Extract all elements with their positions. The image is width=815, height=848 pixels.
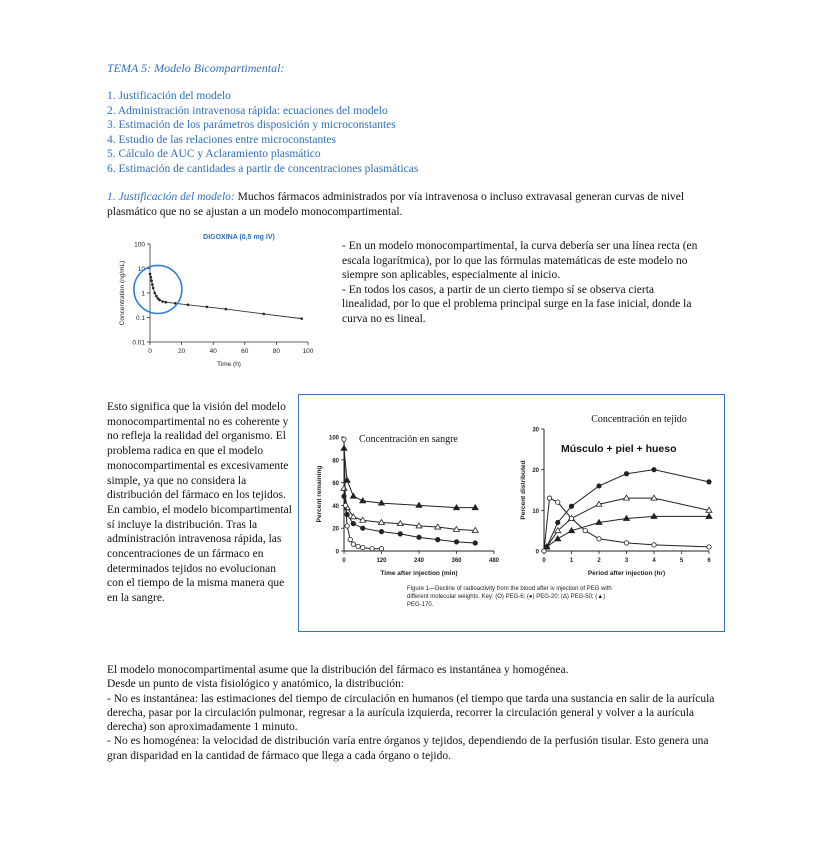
y-tick-label: 80 <box>332 458 339 465</box>
data-point <box>569 516 573 520</box>
data-point <box>348 537 352 541</box>
data-point <box>583 528 587 532</box>
text-line: Desde un punto de vista fisiológico y anatómico, la distribución: <box>107 678 405 691</box>
data-point <box>155 295 158 298</box>
intro-text: Muchos fármacos administrados por vía intravenosa o incluso extravasal generan curvas de nivel plasmático que no se ajustan a un modelo monocompartimental. <box>107 191 685 218</box>
data-point <box>350 493 356 498</box>
toc-item: 3. Estimación de los parámetros disposición y microconstantes <box>107 119 396 131</box>
data-point <box>151 283 154 286</box>
paragraph: - En un modelo monocompartimental, la curva debería ser una línea recta (en escala logarítmica), por lo que las fórmulas matemáticas de este modelo no siempre son aplicables, especialmente al inicio. <box>342 240 698 281</box>
data-point <box>206 306 209 309</box>
toc-item: 5. Cálculo de AUC y Aclaramiento plasmático <box>107 148 321 160</box>
data-point <box>370 547 374 551</box>
data-point <box>556 520 560 524</box>
data-point <box>624 541 628 545</box>
x-axis-label: Time after injection (min) <box>380 570 458 577</box>
x-tick-label: 80 <box>272 348 281 355</box>
data-point <box>379 547 383 551</box>
y-tick-label: 40 <box>332 503 339 510</box>
text-line: - No es instantánea: las estimaciones del tiempo de circulación en humanos (el tiempo que tarda una sustancia en salir de la aurícula derecha, pasar por la circulación pulmonar, regresar a la aurícula izquierda, recorrer la circulación general y volver a la aurícula derecha) son aproximadamente 1 minuto. <box>107 692 715 734</box>
data-point <box>225 308 228 311</box>
data-point <box>187 303 190 306</box>
x-tick-label: 100 <box>302 348 314 355</box>
data-point <box>351 521 355 525</box>
chart-title: Concentración en sangre <box>359 434 458 445</box>
y-tick-label: 10 <box>532 508 539 515</box>
data-point <box>472 505 478 510</box>
data-point <box>652 543 656 547</box>
intro-paragraph <box>107 190 707 219</box>
y-tick-label: 0.1 <box>135 315 145 322</box>
data-point <box>473 541 477 545</box>
x-tick-label: 480 <box>488 558 500 564</box>
x-tick-label: 0 <box>542 558 546 564</box>
section-heading: 1. Justificación del modelo: <box>107 191 235 203</box>
x-tick-label: 20 <box>177 348 186 355</box>
data-point <box>300 317 303 320</box>
data-point <box>398 532 402 536</box>
y-tick-label: 20 <box>532 468 539 475</box>
data-point <box>149 273 152 276</box>
y-tick-label: 60 <box>332 481 339 488</box>
x-axis-label: Time (h) <box>217 361 241 368</box>
data-point <box>555 536 561 541</box>
x-tick-label: 60 <box>241 348 249 355</box>
text-line: - No es homogénea: la velocidad de distribución varía entre órganos y tejidos, dependiendo de la perfusión tisular. Esto genera una gran disparidad en la cantidad de fármaco que llega a cada órgano o tejido. <box>107 735 709 762</box>
data-point <box>707 480 711 484</box>
data-point <box>341 485 347 490</box>
x-tick-label: 40 <box>209 348 217 355</box>
y-tick-label: 0 <box>535 549 539 556</box>
chart-subtitle: Músculo + piel + hueso <box>561 443 677 455</box>
data-point <box>165 301 168 304</box>
toc-item: 1. Justificación del modelo <box>107 90 231 102</box>
y-tick-label: 0.01 <box>132 339 145 347</box>
y-tick-label: 100 <box>134 241 145 249</box>
left-paragraph: Esto significa que la visión del modelo monocompartimental no es coherente y no refleja la realidad del organismo. El problema radica en que el modelo monocompartimental es excesivamente simple, ya que no considera la distribución del fármaco en los tejidos. En cambio, el modelo bicompartimental sí incluye la distribución. Tras la administración intravenosa rápida, las concentraciones de un fármaco en determinados tejidos no evolucionan con el tiempo de la misma manera que en la sangre. <box>107 401 292 605</box>
page-title: TEMA 5: Modelo Bicompartimental: <box>107 61 285 75</box>
data-point <box>652 467 656 471</box>
data-point <box>342 437 346 441</box>
chart-title: Concentración en tejido <box>591 414 687 425</box>
x-tick-label: 2 <box>597 558 601 564</box>
data-point <box>436 537 440 541</box>
data-point <box>351 542 355 546</box>
data-point <box>542 549 546 553</box>
data-point <box>150 279 153 282</box>
y-tick-label: 1 <box>141 290 145 298</box>
highlight-circle <box>134 265 182 313</box>
table-of-contents <box>107 89 418 176</box>
data-point <box>345 512 349 516</box>
series-line <box>344 439 382 548</box>
x-tick-label: 4 <box>652 558 656 564</box>
y-tick-label: 0 <box>335 549 339 556</box>
figure-charts <box>299 395 724 631</box>
data-point <box>569 504 573 508</box>
data-point <box>153 292 156 295</box>
right-paragraphs <box>342 239 698 326</box>
data-point <box>597 484 601 488</box>
data-point <box>707 545 711 549</box>
toc-item: 6. Estimación de cantidades a partir de concentraciones plasmáticas <box>107 162 419 175</box>
data-point <box>556 500 560 504</box>
y-tick-label: 20 <box>332 526 339 533</box>
data-point <box>379 529 383 533</box>
x-tick-label: 360 <box>451 558 462 564</box>
figure-caption: Figure 1—Decline of radioactivity from the blood after iv injection of PEG with different molecular weights. Key: (O) PEG-6; (●) PEG-20; (Δ) PEG-50; (▲) PEG-170. <box>407 586 612 608</box>
toc-item: 2. Administración intravenosa rápida: ecuaciones del modelo <box>107 104 388 117</box>
data-point <box>624 472 628 476</box>
toc-item: 4. Estudio de las relaciones entre microconstantes <box>107 133 336 146</box>
paragraph: - En todos los casos, a partir de un cierto tiempo sí se observa cierta linealidad, por lo que el problema principal surge en la fase inicial, donde la curva no es lineal. <box>342 283 692 325</box>
x-tick-label: 0 <box>342 558 346 564</box>
chart-title: DIGOXINA (0,5 mg IV) <box>203 234 275 241</box>
data-point <box>547 496 551 500</box>
data-point <box>343 503 347 507</box>
x-tick-label: 1 <box>569 558 574 564</box>
data-point <box>356 544 360 548</box>
bottom-paragraph <box>107 663 719 763</box>
data-point <box>597 537 601 541</box>
y-tick-label: 100 <box>328 435 339 442</box>
x-tick-label: 3 <box>624 558 629 564</box>
y-tick-label: 30 <box>532 427 539 434</box>
x-tick-label: 0 <box>148 348 152 355</box>
y-axis-label: Percent remaining <box>316 465 323 523</box>
data-point <box>158 299 161 302</box>
figure-box <box>298 394 725 632</box>
data-point <box>149 276 152 279</box>
digoxina-chart <box>108 228 323 373</box>
data-point <box>152 287 155 290</box>
data-point <box>345 524 349 528</box>
text-line: El modelo monocompartimental asume que la distribución del fármaco es instantánea y homogénea. <box>107 664 569 676</box>
x-tick-label: 240 <box>413 558 425 564</box>
x-tick-label: 6 <box>707 558 711 564</box>
data-point <box>262 313 265 316</box>
y-tick-label: 10 <box>137 266 145 273</box>
data-point <box>417 535 421 539</box>
x-tick-label: 120 <box>376 558 387 564</box>
y-axis-label: Percent distributed <box>520 460 527 520</box>
data-point <box>161 300 164 303</box>
data-point <box>361 526 365 530</box>
y-axis-label: Concentration (ng/mL) <box>119 260 126 326</box>
data-point <box>361 545 365 549</box>
data-point <box>454 540 458 544</box>
x-tick-label: 5 <box>679 558 684 564</box>
data-line <box>150 274 302 319</box>
x-axis-label: Period after injection (hr) <box>587 570 666 577</box>
